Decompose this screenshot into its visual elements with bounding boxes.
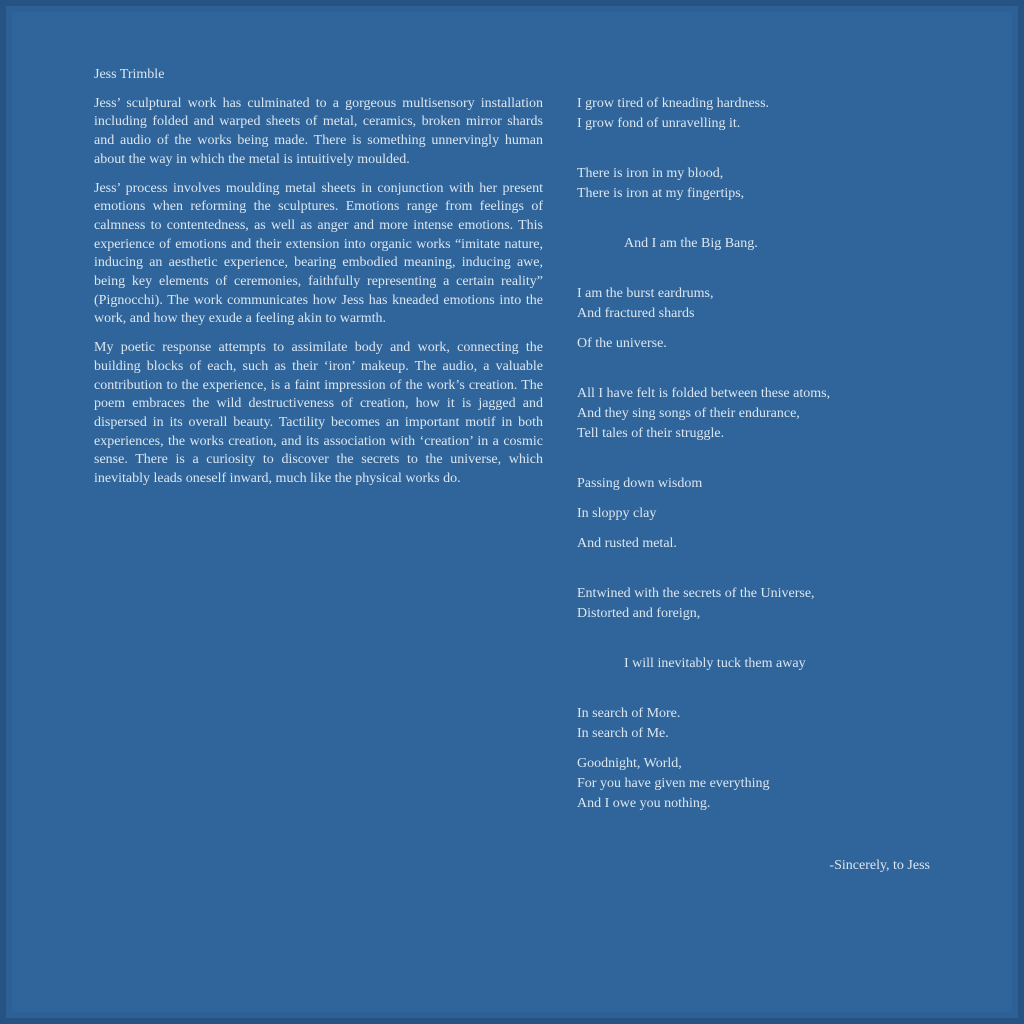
poem-line: And fractured shards bbox=[577, 306, 695, 321]
poem-line: Of the universe. bbox=[577, 336, 667, 351]
poem-line: There is iron at my fingertips, bbox=[577, 186, 745, 201]
poem-line: Goodnight, World, bbox=[577, 756, 682, 771]
poem-line: Entwined with the secrets of the Universe, bbox=[577, 586, 815, 601]
essay-paragraph: Jess’ process involves moulding metal sheets in conjunction with her present emotions when reforming the sculptures. Emotions range from feelings of calmness to contentedness, as well as anger and more intense emotions. This experience of emotions and their extension into organic works “imitate nature, inducing an aesthetic experience, bearing embodied meaning, inducing awe, being key elements of ceremonies, faithfully representing a certain reality” (Pignocchi). The work communicates how Jess has kneaded emotions into the work, and how they exude a feeling akin to warmth. bbox=[94, 180, 543, 327]
poem-stanza bbox=[577, 474, 957, 494]
poem-line: And rusted metal. bbox=[577, 536, 677, 551]
poem-stanza bbox=[577, 164, 957, 204]
poem-line: I grow tired of kneading hardness. bbox=[577, 96, 770, 111]
poem-line: All I have felt is folded between these atoms, bbox=[577, 386, 831, 401]
poem-line: Tell tales of their struggle. bbox=[577, 426, 725, 441]
poem-stanza bbox=[577, 534, 957, 554]
poem-line: In sloppy clay bbox=[577, 506, 657, 521]
poem-stanza bbox=[577, 334, 957, 354]
poem-column bbox=[577, 94, 957, 814]
poem-line: And I owe you nothing. bbox=[577, 796, 711, 811]
poem-line: In search of Me. bbox=[577, 726, 669, 741]
poem-line: I will inevitably tuck them away bbox=[624, 656, 806, 671]
poem-stanza bbox=[577, 704, 957, 744]
poem-line: Distorted and foreign, bbox=[577, 606, 701, 621]
poem-stanza bbox=[577, 234, 957, 254]
poem-stanza bbox=[577, 94, 957, 134]
poem-stanza bbox=[577, 284, 957, 324]
essay-paragraph: My poetic response attempts to assimilate body and work, connecting the building blocks of each, such as their ‘iron’ makeup. The audio, a valuable contribution to the experience, is a faint impression of the work’s creation. The poem embraces the wild destructiveness of creation, how it is jagged and dispersed in its overall beauty. Tactility becomes an important motif in both experiences, the works creation, and its association with ‘creation’ in a cosmic sense. There is a curiosity to discover the secrets to the universe, which inevitably leads oneself inward, much like the physical works do. bbox=[94, 340, 543, 487]
essay-paragraph: Jess’ sculptural work has culminated to a gorgeous multisensory installation including folded and warped sheets of metal, ceramics, broken mirror shards and audio of the works being made. There is something unnervingly human about the way in which the metal is intuitively moulded. bbox=[94, 95, 543, 167]
poem-stanza bbox=[577, 584, 957, 624]
poem-stanza bbox=[577, 384, 957, 444]
poem-line: I grow fond of unravelling it. bbox=[577, 116, 741, 131]
poem-signature: -Sincerely, to Jess bbox=[829, 858, 930, 873]
essay-column bbox=[94, 66, 543, 499]
poem-line: For you have given me everything bbox=[577, 776, 770, 791]
poem-line: I am the burst eardrums, bbox=[577, 286, 714, 301]
poem-line: And they sing songs of their endurance, bbox=[577, 406, 800, 421]
poem-line: Passing down wisdom bbox=[577, 476, 703, 491]
poem-stanza bbox=[577, 504, 957, 524]
poem-line: And I am the Big Bang. bbox=[624, 236, 758, 251]
poem-line: In search of More. bbox=[577, 706, 681, 721]
poem-stanza bbox=[577, 654, 957, 674]
poem-line: There is iron in my blood, bbox=[577, 166, 724, 181]
poem-stanza bbox=[577, 754, 957, 814]
author-name: Jess Trimble bbox=[94, 67, 165, 82]
